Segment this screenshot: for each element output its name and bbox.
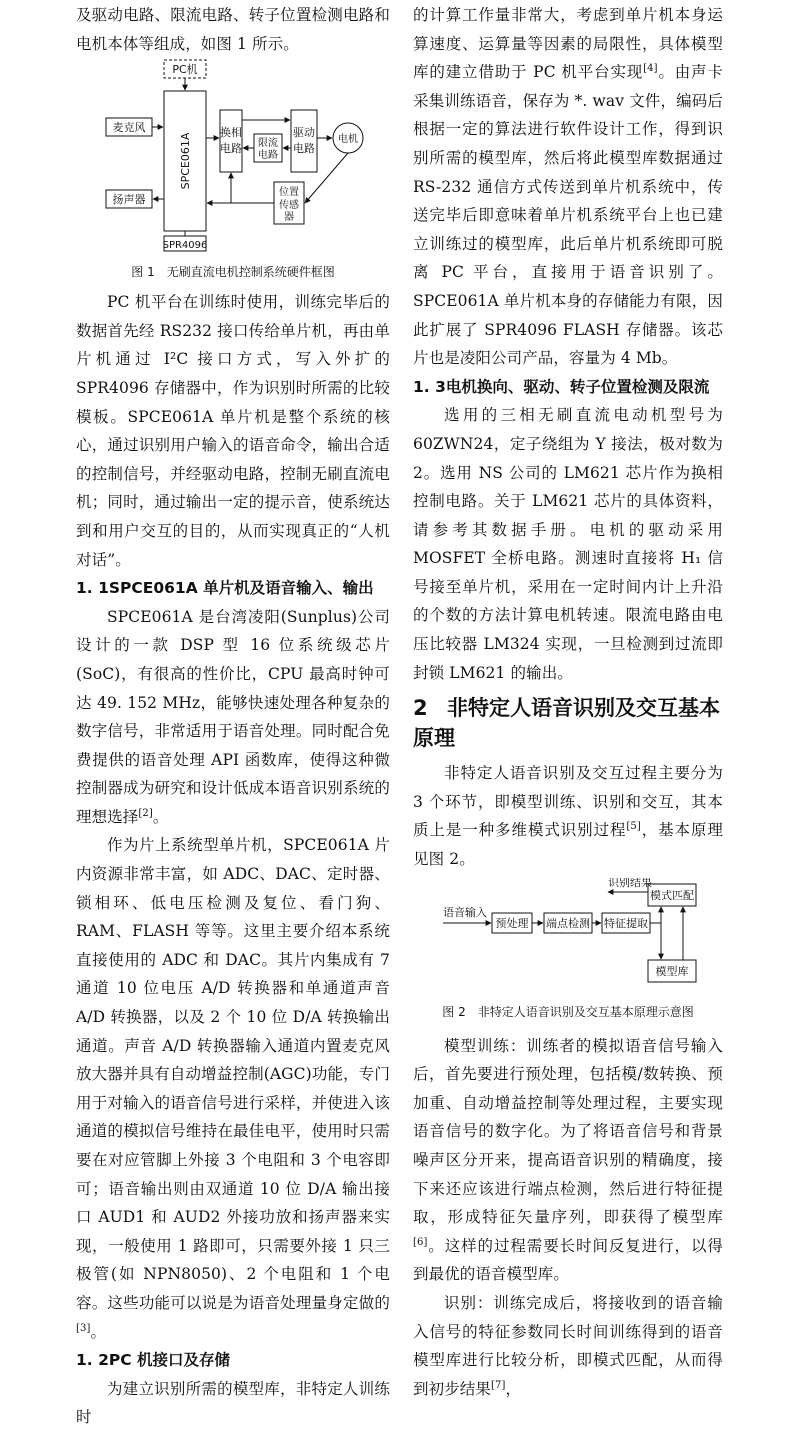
- right-paragraph-4-text: 模型训练：训练者的模拟语音信号输入后，首先要进行预处理，包括模/数转换、预加重、自动增益控制等处理过程，主要实现语音信号的数字化。为了将语音信号和背景噪声区分开来，提高语音识别的精确度，接下来还应该进行端点检测，然后进行特征提取，形成特征矢量序列，即获得了模型库: [413, 1036, 723, 1227]
- feature-extraction-label: 特征提取: [604, 916, 648, 930]
- right-paragraph-4-end: 。这样的过程需要长时间反复进行，以得到最优的语音模型库。: [413, 1236, 723, 1284]
- commutation-box: [220, 110, 242, 172]
- section-2-heading: [413, 693, 723, 753]
- figure-1: [76, 58, 390, 254]
- section-2-number: 2: [413, 696, 428, 721]
- motor-label: 电机: [338, 134, 358, 146]
- right-paragraph-3-text: 非特定人语音识别及交互过程主要分为 3 个环节，即模型训练、识别和交互，其本质上是一种多维模式识别过程: [413, 764, 723, 840]
- left-paragraph-3: [76, 831, 390, 1346]
- left-paragraph-3-text: 作为片上系统型单片机，SPCE061A 片内资源非常丰富，如 ADC、DAC、定时器、锁相环、低电压检测及复位、看门狗、RAM、FLASH 等等。这里主要介绍本系统直接使用的 ADC 和 DAC。其片内集成有 7 通道 10 位电压 A/D 转换器和单通道声音 A/D 转换器，以及 2 个 10 位 D/A 转换输出通道。声音 A/D 转换器输入通道内置麦克风放大器并具有自动增益控制(AGC)功能，专门用于对输入的语音信号进行采样，并使进入该通道的模拟信号维持在最佳电平，使用时只需要在对应管脚上外接 3 个电阻和 3 个电容即可；语音输出则由双通道 10 位 D/A 输出接口 AUD1 和 AUD2 外接功放和扬声器来实现，一般使用 1 路即可，只需要外接 1 只三极管(如 NPN8050)、2 个电阻和 1 个电容。这些功能可以说是为语音处理量身定做的: [76, 836, 390, 1312]
- reference-6: [6]: [413, 1236, 428, 1248]
- right-column: [413, 0, 723, 1403]
- endpoint-detection-label: 端点检测: [546, 916, 590, 930]
- left-column: [76, 0, 390, 1432]
- section-1-3-number: 1. 3: [413, 377, 446, 396]
- left-paragraph-3-end: 。: [90, 1322, 107, 1341]
- section-1-3-heading: [413, 373, 723, 402]
- right-paragraph-1-rest: 。由声卡采集训练语音，保存为 *. wav 文件，编码后根据一定的算法进行软件设计工作，得到识别所需的模型库，然后将此模型库数据通过 RS-232 通信方式传送到单片机系统中，传送完毕后即意味着单片机系统平台上也已建立训练过的模型库，此后单片机系统即可脱离 PC 平台，直接用于语音识别了。SPCE061A 单片机本身的存储能力有限，因此扩展了 SPR4096 FLASH 存储器。该芯片也是凌阳公司产品，容量为 4 Mb。: [413, 63, 723, 368]
- section-1-2-title: PC 机接口及存储: [108, 1351, 230, 1370]
- driver-label-1: 驱动: [293, 126, 315, 140]
- current-limit-label-2: 电路: [258, 150, 278, 162]
- position-label-2: 传感: [279, 200, 299, 212]
- mic-label: 麦克风: [112, 121, 146, 135]
- reference-4: [4]: [643, 63, 658, 75]
- reference-3: [3]: [76, 1322, 91, 1334]
- flash-label: SPR4096: [162, 240, 208, 252]
- right-paragraph-5: [413, 1289, 723, 1403]
- figure-2-diagram: [413, 878, 723, 996]
- model-library-label: 模型库: [655, 964, 689, 978]
- right-paragraph-3: [413, 759, 723, 873]
- figure-1-diagram: [76, 58, 390, 254]
- current-limit-label-1: 限流: [258, 138, 278, 150]
- right-paragraph-1-text: 的计算工作量非常大，考虑到单片机本身运算速度、运算量等因素的局限性，具体模型库的建立借助于 PC 机平台实现: [413, 6, 723, 82]
- left-paragraph-2: [76, 603, 390, 832]
- section-1-2-number: 1. 2: [76, 1351, 109, 1370]
- reference-5: [5]: [626, 821, 641, 833]
- mcu-label: SPCE061A: [179, 132, 192, 190]
- right-paragraph-5-text: 识别：训练完成后，将接收到的语音输入信号的特征参数同长时间训练得到的语音模型库进行比较分析，即模式匹配，从而得到初步结果: [413, 1293, 723, 1398]
- left-intro-tail: 及驱动电路、限流电路、转子位置检测电路和电机本体等组成，如图 1 所示。: [76, 6, 390, 53]
- right-paragraph-2: 选用的三相无刷直流电动机型号为 60ZWN24，定子绕组为 Y 接法，极对数为 2。选用 NS 公司的 LM621 芯片作为换相控制电路。关于 LM621 芯片的具体资料，请参考其数据手册。电机的驱动采用 MOSFET 全桥电路。测速时直接将 H₁ 信号接至单片机，采用在一定时间内计上升沿的个数的方法计算电机转速。限流电路由电压比较器 LM324 实现，一旦检测到过流即封锁 LM621 的输出。: [413, 406, 723, 682]
- right-paragraph-4: [413, 1032, 723, 1289]
- left-paragraph-2-text: SPCE061A 是台湾凌阳(Sunplus)公司设计的一款 DSP 型 16 位系统级芯片(SoC)，有很高的性价比，CPU 最高时钟可达 49. 152 MHz，能够快速处理各种复杂的数字信号，非常适用于语音处理。同时配合免费提供的语音处理 API 函数库，使得这种微控制器成为研究和设计低成本语音识别系统的理想选择: [76, 607, 390, 826]
- left-paragraph-2-end: 。: [152, 807, 169, 826]
- position-label-1: 位置: [279, 187, 299, 199]
- preprocess-label: 预处理: [495, 916, 529, 930]
- driver-label-2: 电路: [293, 142, 315, 156]
- pattern-match-label: 模式匹配: [650, 888, 694, 902]
- commutation-label-1: 换相: [220, 126, 242, 140]
- reference-7: [7]: [491, 1379, 506, 1391]
- figure-2: [413, 878, 723, 996]
- section-1-2-heading: [76, 1346, 390, 1375]
- left-paragraph-4: 为建立识别所需的模型库，非特定人训练时: [76, 1379, 390, 1427]
- section-1-3-title: 电机换向、驱动、转子位置检测及限流: [445, 377, 710, 396]
- recognition-result-label: 识别结果: [608, 877, 652, 889]
- section-2-title: 非特定人语音识别及交互基本原理: [413, 696, 720, 751]
- figure-1-caption: 图 1 无刷直流电机控制系统硬件框图: [131, 265, 335, 280]
- section-1-1-number: 1. 1: [76, 579, 109, 598]
- position-label-3: 器: [284, 212, 294, 224]
- right-paragraph-3-end: ，基本原理见图 2。: [413, 821, 723, 869]
- commutation-label-2: 电路: [220, 142, 242, 156]
- speaker-label: 扬声器: [112, 193, 146, 207]
- right-paragraph-1: [413, 1, 723, 373]
- right-paragraph-5-end: ，: [505, 1379, 522, 1398]
- reference-2: [2]: [138, 807, 153, 819]
- section-1-1-title: SPCE061A 单片机及语音输入、输出: [108, 579, 374, 598]
- speech-input-label: 语音输入: [443, 905, 487, 919]
- pc-label: PC机: [172, 63, 198, 77]
- left-paragraph-1: PC 机平台在训练时使用，训练完毕后的数据首先经 RS232 接口传给单片机，再由单片机通过 I²C 接口方式，写入外扩的 SPR4096 存储器中，作为识别时所需的比较模板。SPCE061A 单片机是整个系统的核心，通过识别用户输入的语音命令，输出合适的控制信号，并经驱动电路，控制无刷直流电机；同时，通过输出一定的提示音，使系统达到和用户交互的目的，从而实现真正的“人机对话”。: [76, 293, 390, 569]
- section-1-1-heading: [76, 574, 390, 603]
- figure-2-caption: 图 2 非特定人语音识别及交互基本原理示意图: [442, 1004, 694, 1019]
- driver-box: [291, 110, 317, 172]
